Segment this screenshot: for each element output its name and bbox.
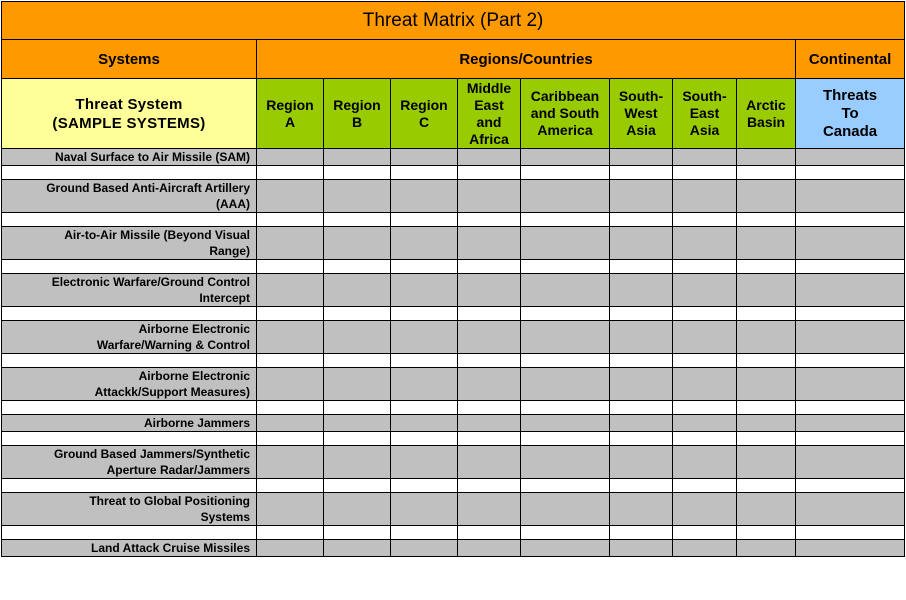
system-label-line: Attackk/Support Measures) — [94, 385, 250, 399]
region-header-line: East — [474, 96, 504, 113]
canada-header-line: To — [841, 104, 859, 122]
spacer-cell — [391, 401, 458, 415]
spacer-cell — [737, 354, 796, 368]
spacer-cell — [610, 479, 673, 493]
spacer-cell — [458, 166, 521, 180]
spacer-row — [2, 260, 905, 274]
spacer-cell — [257, 354, 324, 368]
region-header — [673, 79, 737, 149]
spacer-cell — [796, 307, 905, 321]
matrix-cell[interactable] — [796, 149, 905, 166]
matrix-cell[interactable] — [458, 321, 521, 354]
region-header-line: Africa — [469, 130, 509, 147]
spacer-cell — [521, 401, 610, 415]
matrix-cell[interactable] — [391, 493, 458, 526]
spacer-cell — [610, 526, 673, 540]
system-label — [2, 493, 257, 526]
systems-group-header: Systems — [2, 40, 257, 79]
spacer-cell — [2, 166, 257, 180]
matrix-cell[interactable] — [673, 415, 737, 432]
title-row — [2, 2, 905, 40]
column-header-row — [2, 79, 905, 149]
region-header — [521, 79, 610, 149]
matrix-cell[interactable] — [737, 149, 796, 166]
spacer-row — [2, 307, 905, 321]
matrix-cell[interactable] — [610, 540, 673, 557]
system-label-line: Ground Based Anti-Aircraft Artillery — [46, 181, 250, 195]
matrix-cell[interactable] — [391, 415, 458, 432]
system-label-line: (AAA) — [216, 197, 250, 211]
matrix-cell[interactable] — [796, 227, 905, 260]
spacer-cell — [737, 401, 796, 415]
spacer-cell — [391, 213, 458, 227]
matrix-cell[interactable] — [324, 493, 391, 526]
matrix-cell[interactable] — [391, 227, 458, 260]
spacer-cell — [324, 432, 391, 446]
region-header-line: Asia — [689, 122, 720, 138]
matrix-cell[interactable] — [391, 149, 458, 166]
spacer-cell — [458, 307, 521, 321]
spacer-cell — [257, 166, 324, 180]
region-header-line: Asia — [626, 122, 656, 138]
system-label-line: Intercept — [199, 291, 250, 305]
system-row — [2, 274, 905, 307]
region-header-line: West — [624, 105, 658, 121]
spacer-cell — [521, 307, 610, 321]
region-header-line: America — [537, 122, 593, 138]
matrix-cell[interactable] — [521, 180, 610, 213]
matrix-cell[interactable] — [521, 540, 610, 557]
system-label-line: Systems — [200, 510, 250, 524]
matrix-cell[interactable] — [458, 540, 521, 557]
region-header-line: and — [476, 113, 502, 130]
spacer-cell — [673, 213, 737, 227]
region-header-line: and South — [530, 105, 600, 121]
matrix-cell[interactable] — [257, 149, 324, 166]
spacer-row — [2, 354, 905, 368]
spacer-cell — [673, 526, 737, 540]
matrix-cell[interactable] — [737, 368, 796, 401]
region-header-line: Middle — [466, 79, 512, 96]
system-label — [2, 321, 257, 354]
spacer-cell — [737, 479, 796, 493]
matrix-cell[interactable] — [610, 446, 673, 479]
threats-to-canada-header — [796, 79, 905, 149]
spacer-cell — [673, 354, 737, 368]
spacer-cell — [737, 213, 796, 227]
spacer-cell — [391, 432, 458, 446]
spacer-cell — [391, 307, 458, 321]
system-row — [2, 446, 905, 479]
matrix-cell[interactable] — [324, 446, 391, 479]
spacer-cell — [521, 526, 610, 540]
matrix-cell[interactable] — [521, 227, 610, 260]
matrix-cell[interactable] — [737, 446, 796, 479]
spacer-cell — [521, 479, 610, 493]
system-label — [2, 368, 257, 401]
matrix-cell[interactable] — [796, 493, 905, 526]
system-row — [2, 368, 905, 401]
spacer-cell — [796, 354, 905, 368]
matrix-cell[interactable] — [521, 149, 610, 166]
system-row — [2, 321, 905, 354]
matrix-cell[interactable] — [610, 149, 673, 166]
matrix-cell[interactable] — [673, 540, 737, 557]
system-row — [2, 540, 905, 557]
matrix-cell[interactable] — [737, 540, 796, 557]
spacer-cell — [673, 260, 737, 274]
system-label-line: Land Attack Cruise Missiles — [91, 541, 250, 555]
regions-group-header: Regions/Countries — [257, 40, 796, 79]
spacer-cell — [673, 401, 737, 415]
spacer-cell — [458, 354, 521, 368]
spacer-cell — [673, 166, 737, 180]
canada-header-line: Threats — [822, 86, 878, 104]
system-label — [2, 180, 257, 213]
spacer-cell — [2, 213, 257, 227]
spacer-cell — [324, 526, 391, 540]
spacer-row — [2, 479, 905, 493]
region-header-line: Region — [266, 96, 314, 113]
region-header-line: Basin — [746, 113, 786, 130]
spacer-cell — [391, 526, 458, 540]
threat-system-header-line: Threat System — [75, 95, 183, 113]
region-header-line: B — [351, 113, 363, 130]
matrix-cell[interactable] — [673, 493, 737, 526]
spacer-cell — [610, 401, 673, 415]
spacer-cell — [796, 432, 905, 446]
matrix-cell[interactable] — [610, 274, 673, 307]
matrix-cell[interactable] — [458, 415, 521, 432]
spacer-cell — [2, 479, 257, 493]
matrix-cell[interactable] — [673, 274, 737, 307]
spacer-cell — [2, 401, 257, 415]
spacer-cell — [737, 526, 796, 540]
spacer-cell — [324, 260, 391, 274]
matrix-cell[interactable] — [391, 274, 458, 307]
system-label-line: Naval Surface to Air Missile (SAM) — [55, 150, 250, 164]
matrix-cell[interactable] — [391, 180, 458, 213]
matrix-cell[interactable] — [458, 446, 521, 479]
spacer-cell — [737, 307, 796, 321]
spacer-cell — [610, 260, 673, 274]
system-label-line: Warfare/Warning & Control — [96, 338, 250, 352]
matrix-cell[interactable] — [324, 227, 391, 260]
spacer-cell — [257, 479, 324, 493]
matrix-cell[interactable] — [737, 321, 796, 354]
matrix-cell[interactable] — [673, 321, 737, 354]
spacer-cell — [391, 166, 458, 180]
matrix-cell[interactable] — [796, 321, 905, 354]
matrix-cell[interactable] — [324, 180, 391, 213]
spacer-cell — [458, 479, 521, 493]
system-label-line: Ground Based Jammers/Synthetic — [53, 447, 250, 461]
matrix-cell[interactable] — [257, 540, 324, 557]
matrix-cell[interactable] — [521, 368, 610, 401]
matrix-cell[interactable] — [796, 180, 905, 213]
spacer-cell — [458, 432, 521, 446]
spacer-cell — [458, 213, 521, 227]
spacer-cell — [2, 526, 257, 540]
continental-group-header: Continental — [796, 40, 905, 79]
spacer-cell — [796, 166, 905, 180]
region-header — [458, 79, 521, 149]
group-header-row — [2, 40, 905, 79]
spacer-cell — [257, 432, 324, 446]
spacer-row — [2, 526, 905, 540]
system-label — [2, 149, 257, 166]
spacer-row — [2, 166, 905, 180]
spacer-row — [2, 432, 905, 446]
region-header — [610, 79, 673, 149]
system-label — [2, 446, 257, 479]
system-label-line: Airborne Electronic — [138, 322, 250, 336]
matrix-title: Threat Matrix (Part 2) — [2, 2, 905, 40]
spacer-cell — [610, 307, 673, 321]
system-label — [2, 540, 257, 557]
spacer-cell — [458, 526, 521, 540]
spacer-cell — [796, 479, 905, 493]
matrix-cell[interactable] — [737, 180, 796, 213]
matrix-cell[interactable] — [257, 493, 324, 526]
matrix-cell[interactable] — [737, 415, 796, 432]
spacer-cell — [610, 432, 673, 446]
matrix-cell[interactable] — [257, 227, 324, 260]
spacer-cell — [796, 401, 905, 415]
matrix-cell[interactable] — [796, 368, 905, 401]
spacer-cell — [257, 260, 324, 274]
system-label — [2, 415, 257, 432]
spacer-cell — [673, 479, 737, 493]
region-header — [324, 79, 391, 149]
matrix-cell[interactable] — [610, 321, 673, 354]
matrix-cell[interactable] — [458, 149, 521, 166]
matrix-cell[interactable] — [521, 415, 610, 432]
spacer-cell — [458, 401, 521, 415]
region-header — [391, 79, 458, 149]
spacer-cell — [2, 307, 257, 321]
system-label-line: Aperture Radar/Jammers — [106, 463, 250, 477]
spacer-cell — [521, 260, 610, 274]
spacer-cell — [610, 213, 673, 227]
region-header — [257, 79, 324, 149]
matrix-cell[interactable] — [610, 415, 673, 432]
spacer-cell — [257, 307, 324, 321]
canada-header-line: Canada — [822, 122, 878, 140]
spacer-cell — [610, 354, 673, 368]
matrix-cell[interactable] — [521, 446, 610, 479]
spacer-cell — [2, 432, 257, 446]
spacer-cell — [2, 260, 257, 274]
system-row — [2, 415, 905, 432]
spacer-cell — [257, 526, 324, 540]
spacer-cell — [324, 401, 391, 415]
system-row — [2, 227, 905, 260]
region-header-line: Region — [333, 96, 381, 113]
spacer-cell — [796, 213, 905, 227]
system-label — [2, 274, 257, 307]
region-header — [737, 79, 796, 149]
spacer-row — [2, 213, 905, 227]
matrix-cell[interactable] — [796, 274, 905, 307]
matrix-cell[interactable] — [737, 227, 796, 260]
spacer-cell — [796, 260, 905, 274]
system-label-line: Electronic Warfare/Ground Control — [51, 275, 250, 289]
matrix-cell[interactable] — [673, 227, 737, 260]
spacer-cell — [391, 354, 458, 368]
matrix-cell[interactable] — [458, 180, 521, 213]
system-label-line: Range) — [209, 244, 250, 258]
region-header-line: Region — [400, 96, 448, 113]
matrix-cell[interactable] — [391, 446, 458, 479]
system-label-line: Air-to-Air Missile (Beyond Visual — [64, 228, 250, 242]
matrix-cell[interactable] — [324, 274, 391, 307]
spacer-cell — [391, 260, 458, 274]
spacer-cell — [673, 432, 737, 446]
system-label-line: Airborne Electronic — [138, 369, 250, 383]
region-header-line: South- — [618, 88, 664, 104]
spacer-cell — [521, 166, 610, 180]
spacer-cell — [610, 166, 673, 180]
matrix-cell[interactable] — [324, 149, 391, 166]
spacer-cell — [324, 166, 391, 180]
threat-system-header — [2, 79, 257, 149]
region-header-line: Arctic — [746, 96, 786, 113]
matrix-cell[interactable] — [521, 321, 610, 354]
matrix-cell[interactable] — [257, 321, 324, 354]
spacer-cell — [391, 479, 458, 493]
matrix-cell[interactable] — [796, 540, 905, 557]
matrix-cell[interactable] — [257, 180, 324, 213]
matrix-cell[interactable] — [610, 493, 673, 526]
system-label-line: Threat to Global Positioning — [89, 494, 250, 508]
matrix-cell[interactable] — [610, 368, 673, 401]
matrix-cell[interactable] — [257, 274, 324, 307]
matrix-cell[interactable] — [673, 368, 737, 401]
matrix-cell[interactable] — [796, 415, 905, 432]
matrix-cell[interactable] — [737, 493, 796, 526]
matrix-cell[interactable] — [257, 415, 324, 432]
matrix-cell[interactable] — [458, 368, 521, 401]
matrix-cell[interactable] — [521, 274, 610, 307]
matrix-cell[interactable] — [257, 446, 324, 479]
threat-matrix-table — [1, 1, 905, 557]
region-header-line: East — [689, 105, 720, 121]
matrix-cell[interactable] — [324, 368, 391, 401]
matrix-cell[interactable] — [324, 540, 391, 557]
spacer-cell — [796, 526, 905, 540]
system-row — [2, 149, 905, 166]
matrix-cell[interactable] — [391, 368, 458, 401]
spacer-cell — [521, 213, 610, 227]
matrix-cell[interactable] — [610, 227, 673, 260]
spacer-cell — [737, 432, 796, 446]
matrix-cell[interactable] — [324, 415, 391, 432]
matrix-cell[interactable] — [458, 274, 521, 307]
matrix-cell[interactable] — [673, 149, 737, 166]
matrix-cell[interactable] — [257, 368, 324, 401]
matrix-cell[interactable] — [391, 321, 458, 354]
matrix-cell[interactable] — [796, 446, 905, 479]
spacer-cell — [737, 166, 796, 180]
matrix-cell[interactable] — [673, 446, 737, 479]
matrix-cell[interactable] — [391, 540, 458, 557]
matrix-cell[interactable] — [737, 274, 796, 307]
matrix-cell[interactable] — [458, 493, 521, 526]
spacer-cell — [2, 354, 257, 368]
spacer-cell — [458, 260, 521, 274]
matrix-cell[interactable] — [458, 227, 521, 260]
region-header-line: South- — [682, 88, 727, 104]
threat-system-header-line: (SAMPLE SYSTEMS) — [52, 114, 206, 132]
region-header-line: A — [284, 113, 296, 130]
spacer-cell — [673, 307, 737, 321]
matrix-cell[interactable] — [610, 180, 673, 213]
spacer-cell — [324, 307, 391, 321]
spacer-cell — [521, 354, 610, 368]
spacer-cell — [521, 432, 610, 446]
system-row — [2, 493, 905, 526]
spacer-cell — [324, 213, 391, 227]
system-label — [2, 227, 257, 260]
region-header-line: C — [418, 113, 430, 130]
matrix-cell[interactable] — [324, 321, 391, 354]
spacer-cell — [324, 479, 391, 493]
system-label-line: Airborne Jammers — [143, 416, 250, 430]
matrix-cell[interactable] — [521, 493, 610, 526]
matrix-cell[interactable] — [673, 180, 737, 213]
spacer-cell — [737, 260, 796, 274]
system-row — [2, 180, 905, 213]
spacer-row — [2, 401, 905, 415]
spacer-cell — [324, 354, 391, 368]
spacer-cell — [257, 213, 324, 227]
region-header-line: Caribbean — [530, 88, 600, 104]
spacer-cell — [257, 401, 324, 415]
